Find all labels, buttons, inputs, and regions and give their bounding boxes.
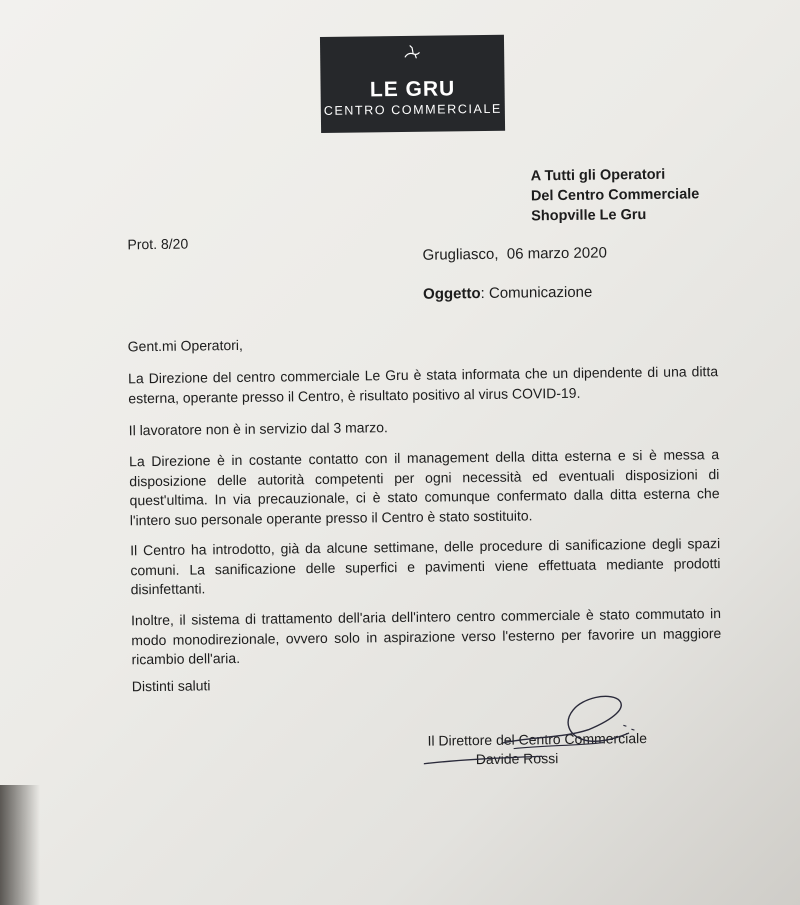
recipient-block bbox=[531, 164, 700, 226]
protocol-number: Prot. 8/20 bbox=[127, 235, 189, 253]
logo-subtitle: CENTRO COMMERCIALE bbox=[323, 101, 502, 118]
closing-salutation: Distinti saluti bbox=[131, 677, 211, 695]
recipient-line: A Tutti gli Operatori bbox=[530, 166, 666, 185]
subject-value: : Comunicazione bbox=[480, 283, 593, 303]
logo-name: LE GRU bbox=[369, 77, 456, 102]
signatory-name: Davide Rossi bbox=[475, 750, 559, 768]
body-paragraph: Il lavoratore non è in servizio dal 3 marzo. bbox=[128, 419, 388, 439]
signatory-role: Il Direttore del Centro Commerciale bbox=[427, 730, 648, 749]
recipient-line: Shopville Le Gru bbox=[531, 206, 647, 225]
handwritten-signature bbox=[423, 689, 664, 782]
subject-label: Oggetto bbox=[422, 285, 481, 303]
body-paragraph: La Direzione è in costante contatto con il management della ditta esterna e si è messa a disposizione delle autorità competenti per ogni necessità ed eventuali disposizioni di quest'ultima. In via precauzionale, ci è stato comunque confermato dalla ditta esterna che l'intero suo personale operante presso il Centro è stato sostituito. bbox=[129, 446, 720, 528]
subject-line bbox=[423, 284, 592, 303]
crane-bird-icon bbox=[320, 43, 504, 63]
body-paragraph: Il Centro ha introdotto, già da alcune settimane, delle procedure di sanificazione degli spazi comuni. La sanificazione delle superfici e pavimenti viene effettuata mediante prodotti disinfettanti. bbox=[130, 535, 721, 598]
body-paragraph: Inoltre, il sistema di trattamento dell'aria dell'intero centro commerciale è stato commutato in modo monodirezionale, ovvero solo in aspirazione verso l'esterno per favorire un maggiore ricambio dell'aria. bbox=[130, 605, 722, 668]
body-paragraph: La Direzione del centro commerciale Le Gru è stata informata che un dipendente di una ditta esterna, operante presso il Centro, è risultato positivo al virus COVID-19. bbox=[128, 363, 719, 406]
greeting: Gent.mi Operatori, bbox=[127, 336, 243, 355]
company-logo bbox=[320, 35, 505, 133]
recipient-line: Del Centro Commerciale bbox=[530, 186, 700, 205]
place-date: Grugliasco, 06 marzo 2020 bbox=[422, 244, 607, 264]
